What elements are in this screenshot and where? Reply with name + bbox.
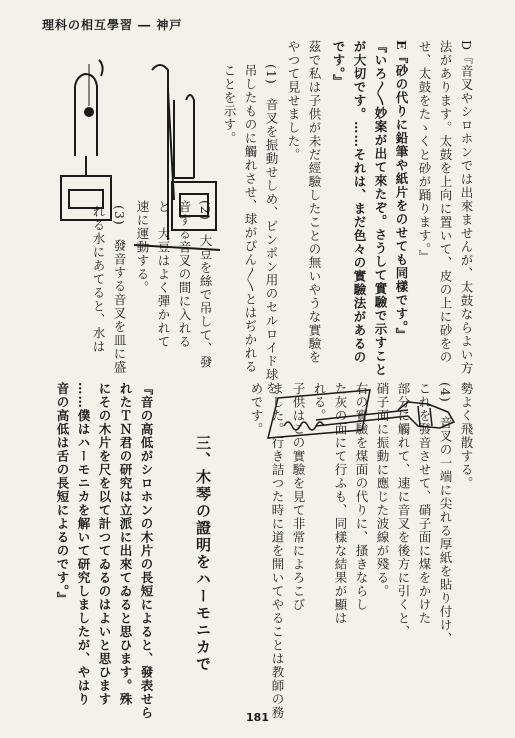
lower-para-2	[52, 382, 157, 720]
text-line: (2) 大豆を絲で吊して、發	[198, 200, 213, 370]
text-line: 勢よく飛散する。	[459, 382, 474, 490]
text-line: が大切です。……それは、まだ色々の實驗法があるの	[352, 40, 367, 364]
text-line: ……僕はハーモニカを解いて研究しましたが、やはり	[76, 382, 91, 706]
text-line: 茲で私は子供が未だ經驗したことの無いやうな實驗を	[307, 40, 322, 364]
upper-para-3	[283, 40, 325, 365]
text-line: ことを示す。	[222, 64, 237, 145]
text-line: れる。	[312, 382, 327, 423]
text-line: 法があります。太鼓を上向に置いて、皮の上に砂をの	[438, 40, 453, 364]
text-line: です。』	[331, 40, 346, 88]
text-line: 速に運動する。	[135, 200, 150, 295]
text-line: (4) 音叉の一端に尖れる厚紙を貼り付け、	[438, 382, 453, 646]
text-line: にその木片を尺を以て計つてゐるのはよいと思ひます	[97, 382, 112, 706]
text-line: 『いろ〱妙案が出て來たぞ。さうして實驗で示すこと	[373, 40, 388, 377]
text-line: 右の實驗を煤面の代りに、搔きならし	[354, 382, 369, 612]
text-line: 音の高低は舌の長短によるのです。』	[55, 382, 70, 606]
text-line: せ、太鼓をたゝくと砂が踊ります。』	[417, 40, 432, 264]
text-line: 子供はこの實驗を見て非常によろこび	[291, 382, 306, 612]
text-line: やつて見せました。	[286, 40, 301, 162]
text-line: 硝子面に振動に應じた波線が殘る。	[375, 382, 390, 598]
text-line: E『砂の代りに鉛筆や紙片をのせても同樣です。』	[394, 40, 409, 342]
text-line: 音する音叉の間に入れる	[177, 200, 192, 349]
upper-item-1	[219, 64, 282, 396]
text-line: と、大豆はよく彈かれて	[156, 200, 171, 349]
text-line: (1) 音叉を振動せしめ、ピンポン用のセルロイド球を	[264, 64, 279, 396]
text-line: た灰の面にて行ふも、同樣な結果が顯は	[333, 382, 348, 625]
text-line: (3) 發音する音叉を皿に盛	[112, 205, 127, 375]
text-line: めです。	[249, 382, 264, 436]
text-line: これを發音させて、硝子面に煤をかけた	[417, 382, 432, 625]
text-line: D『音叉やシロホンでは出來ませんが、太鼓ならよい方	[459, 40, 474, 376]
section-heading: 三、木琴の證明をハーモニカで	[194, 435, 212, 673]
text-line: 部分に觸れて、速に音叉を後方に引くと、	[396, 382, 411, 639]
upper-para-1	[414, 40, 477, 376]
upper-para-2	[328, 40, 412, 377]
text-line: 吊したものに觸れさせ、球がぴん〱とはぢかれる	[243, 64, 258, 374]
text-line: ました。行き詰つた時に道を開いてやることは教師の務	[270, 382, 285, 720]
upper-item-3	[88, 205, 130, 375]
running-header: 理科の相互學習 ― 神戸	[42, 18, 183, 32]
upper-item-2	[132, 200, 216, 370]
text-line: れたＴＮ君の研究は立派に出來てゐると思ひます。殊	[118, 382, 133, 706]
text-line: れる水にあてると、水は	[91, 205, 106, 354]
page-number: 181	[246, 711, 269, 724]
text-line: 『音の高低がシロホンの木片の長短によると、發表せら	[139, 382, 154, 720]
